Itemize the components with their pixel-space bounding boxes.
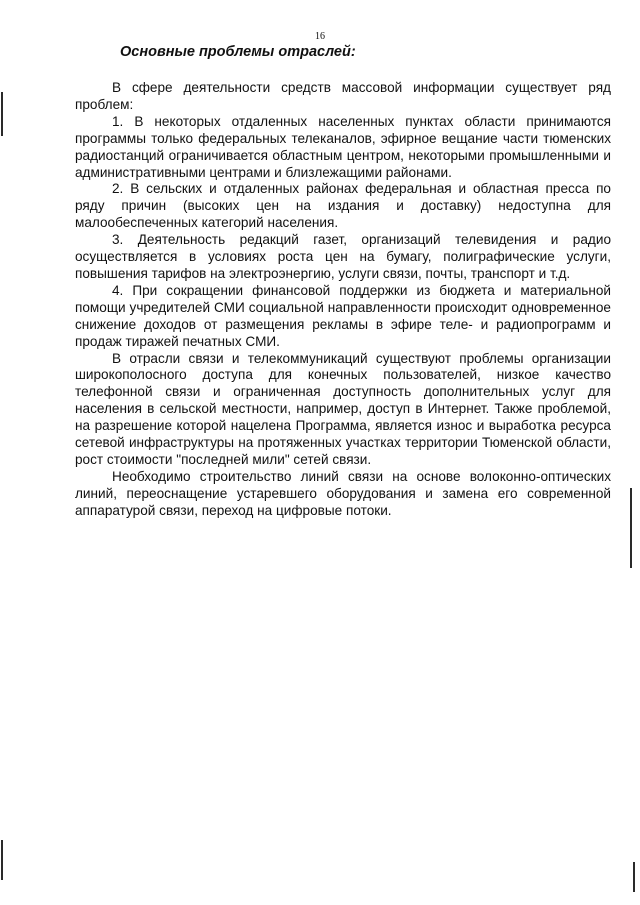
paragraph-item-1: 1. В некоторых отдаленных населенных пунктах области принимаются программы только федеральных телеканалов, эфирное вещание части тюменских радиостанций ограничивается областным центром, некоторыми промышленными и административными центрами и близлежащими районами. (75, 113, 611, 180)
section-heading: Основные проблемы отраслей: (120, 44, 356, 60)
paragraph-item-4: 4. При сокращении финансовой поддержки из бюджета и материальной помощи учредителей СМИ социальной направленности происходит одновременное снижение доходов от размещения рекламы в эфире теле- и радиопрограмм и продаж тиражей печатных СМИ. (75, 282, 611, 349)
scan-edge-mark (633, 862, 635, 892)
scan-edge-mark (630, 488, 632, 568)
scan-edge-mark (1, 92, 3, 136)
paragraph-item-2: 2. В сельских и отдаленных районах федеральная и областная пресса по ряду причин (высоких цен на издания и доставку) недоступна для малообеспеченных категорий населения. (75, 181, 611, 231)
paragraph-conclusion: Необходимо строительство линий связи на основе волоконно-оптических линий, переоснащение устаревшего оборудования и замена его современной аппаратурой связи, переход на цифровые потоки. (75, 468, 611, 518)
page-number: 16 (315, 31, 325, 42)
body-text (75, 80, 611, 520)
paragraph-intro: В сфере деятельности средств массовой информации существует ряд проблем: (75, 80, 611, 112)
paragraph-telecom: В отрасли связи и телекоммуникаций существуют проблемы организации широкополосного доступа для конечных пользователей, низкое качество телефонной связи и ограниченная доступность дополнительных услуг для населения в сельской местности, например, доступ в Интернет. Также проблемой, на разрешение которой нацелена Программа, является износ и выработка ресурса сетевой инфраструктуры на протяженных участках территории Тюменской области, рост стоимости "последней мили" сетей связи. (75, 350, 611, 467)
paragraph-item-3: 3. Деятельность редакций газет, организаций телевидения и радио осуществляется в условиях роста цен на бумагу, полиграфические услуги, повышения тарифов на электроэнергию, услуги связи, почты, транспорт и т.д. (75, 232, 611, 281)
scan-edge-mark (1, 840, 3, 880)
